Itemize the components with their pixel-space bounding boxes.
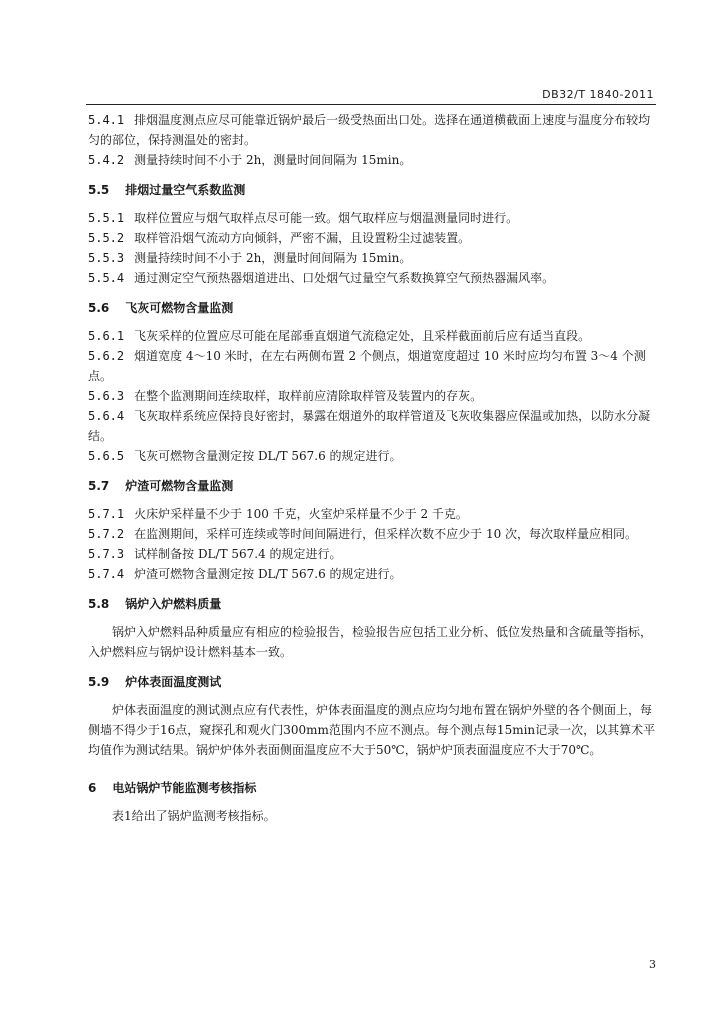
clause-number: 5.4.2 [88,153,125,167]
clause-number: 5.5.2 [88,231,125,245]
clause-number: 6 [88,781,97,795]
clause-paragraph [88,524,656,544]
clause-number: 5.7.3 [88,547,125,561]
clause-paragraph [88,208,656,228]
clause-paragraph [88,268,656,288]
clause-number: 5.5 [88,183,110,197]
clause-text: 锅炉入炉燃料品种质量应有相应的检验报告，检验报告应包括工业分析、低位发热量和含硫量等指标，入炉燃料应与锅炉设计燃料基本一致。 [88,625,653,659]
document-code: DB32/T 1840-2011 [542,88,654,101]
header-rule [86,104,656,105]
clause-text: 在监测期间，采样可连续或等时间间隔进行，但采样次数不应少于 10 次，每次取样量应相同。 [134,527,638,541]
clause-number: 5.6.1 [88,329,125,343]
clause-number: 5.7.1 [88,507,125,521]
body-paragraph [88,806,656,826]
clause-text: 测量持续时间不小于 2h，测量时间间隔为 15min。 [134,153,412,167]
clause-paragraph [88,504,656,524]
clause-paragraph [88,406,656,446]
clause-number: 5.5.4 [88,271,125,285]
clause-number: 5.8 [88,597,110,611]
clause-paragraph [88,228,656,248]
clause-paragraph [88,446,656,466]
clause-number: 5.7.4 [88,567,125,581]
section-heading [88,476,656,496]
body-paragraph [88,700,656,760]
section-heading [88,778,656,798]
clause-paragraph [88,150,656,170]
clause-paragraph [88,544,656,564]
clause-paragraph [88,386,656,406]
section-heading [88,298,656,318]
clause-text: 炉渣可燃物含量监测 [125,479,234,493]
section-heading [88,672,656,692]
clause-number: 5.7.2 [88,527,125,541]
clause-paragraph [88,326,656,346]
clause-text: 取样管沿烟气流动方向倾斜，严密不漏，且设置粉尘过滤装置。 [134,231,471,245]
clause-text: 试样制备按 DL/T 567.4 的规定进行。 [134,547,342,561]
clause-text: 炉体表面温度的测试测点应有代表性，炉体表面温度的测点应均匀地布置在锅炉外壁的各个侧面上，每侧墙不得少于16点，窥探孔和观火门300mm范围内不应不测点。每个测点每15min记录一次，以其算术平均值作为测试结果。锅炉炉体外表面侧面温度应不大于50℃，锅炉炉顶表面温度应不大于70℃。 [88,703,656,757]
clause-text: 排烟过量空气系数监测 [125,183,246,197]
section-heading [88,594,656,614]
clause-text: 表1给出了锅炉监测考核指标。 [112,809,276,823]
clause-number: 5.4.1 [88,113,125,127]
clause-text: 飞灰可燃物含量监测 [125,301,234,315]
clause-text: 炉体表面温度测试 [125,675,222,689]
clause-text: 火床炉采样量不少于 100 千克，火室炉采样量不少于 2 千克。 [134,507,468,521]
clause-paragraph [88,346,656,386]
clause-number: 5.9 [88,675,110,689]
document-body [88,110,656,826]
clause-number: 5.6.3 [88,389,125,403]
clause-text: 炉渣可燃物含量测定按 DL/T 567.6 的规定进行。 [134,567,402,581]
clause-text: 飞灰可燃物含量测定按 DL/T 567.6 的规定进行。 [134,449,402,463]
clause-number: 5.6.4 [88,409,125,423]
clause-text: 取样位置应与烟气取样点尽可能一致。烟气取样应与烟温测量同时进行。 [134,211,519,225]
clause-number: 5.6.2 [88,349,125,363]
clause-text: 排烟温度测点应尽可能靠近锅炉最后一级受热面出口处。选择在通道横截面上速度与温度分布较均匀的部位，保持测温处的密封。 [88,113,651,147]
section-heading [88,180,656,200]
page-number: 3 [649,958,656,971]
clause-text: 电站锅炉节能监测考核指标 [112,781,257,795]
clause-number: 5.6 [88,301,110,315]
body-paragraph [88,622,656,662]
clause-paragraph [88,110,656,150]
clause-number: 5.7 [88,479,110,493]
clause-text: 锅炉入炉燃料质量 [125,597,222,611]
clause-text: 通过测定空气预热器烟道进出、口处烟气过量空气系数换算空气预热器漏风率。 [134,271,555,285]
clause-number: 5.5.3 [88,251,125,265]
clause-text: 在整个监测期间连续取样，取样前应清除取样管及装置内的存灰。 [134,389,483,403]
clause-text: 测量持续时间不小于 2h，测量时间间隔为 15min。 [134,251,412,265]
clause-text: 飞灰采样的位置应尽可能在尾部垂直烟道气流稳定处，且采样截面前后应有适当直段。 [134,329,591,343]
clause-number: 5.5.1 [88,211,125,225]
clause-number: 5.6.5 [88,449,125,463]
clause-paragraph [88,564,656,584]
clause-paragraph [88,248,656,268]
clause-text: 飞灰取样系统应保持良好密封，暴露在烟道外的取样管道及飞灰收集器应保温或加热，以防水分凝结。 [88,409,651,443]
clause-text: 烟道宽度 4～10 米时，在左右两侧布置 2 个侧点，烟道宽度超过 10 米时应均匀布置 3～4 个测点。 [88,349,646,383]
